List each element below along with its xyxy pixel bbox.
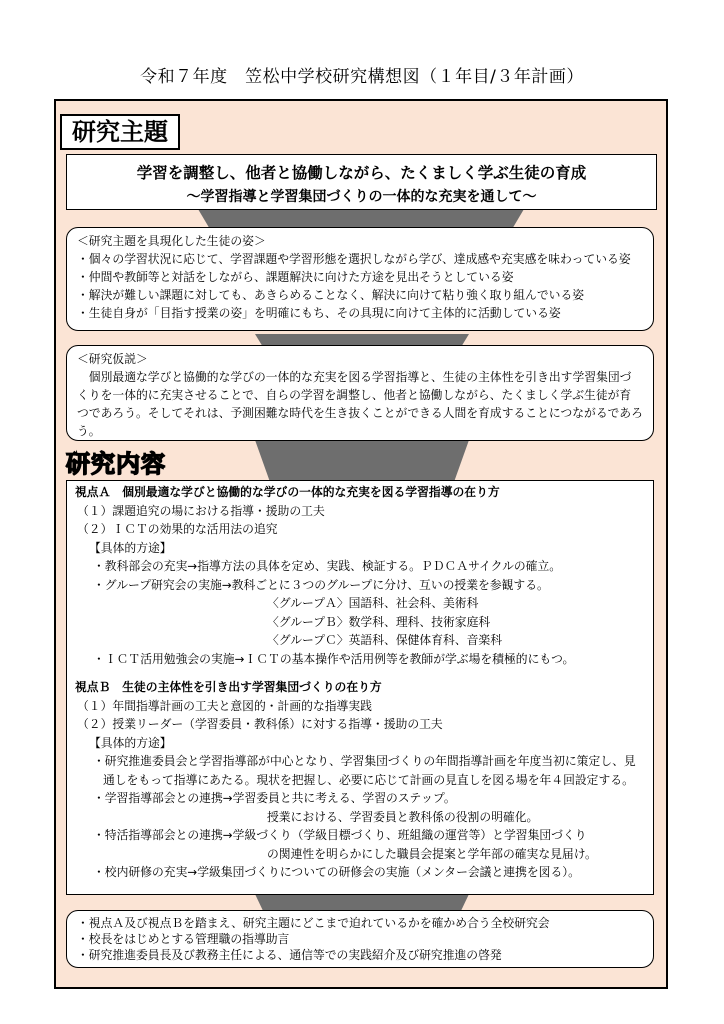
student-image-box — [66, 227, 654, 331]
research-theme-subtitle: ～学習指導と学習集団づくりの一体的な充実を通して～ — [186, 189, 537, 205]
list-item: （１）年間指導計画の工夫と意図的・計画的な指導実践 — [77, 698, 372, 713]
list-item: ・視点Ａ及び視点Ｂを踏まえ、研究主題にどこまで迫れているかを確かめ合う全校研究会 — [77, 916, 550, 930]
group-item: 〈グループＡ〉国語科、社会科、美術科 — [267, 596, 479, 610]
document-title: 令和７年度 笠松中学校研究構想図（１年目/３年計画） — [140, 67, 584, 87]
list-item-continuation: 授業における、学習委員と教科係の役割の明確化。 — [267, 809, 539, 824]
list-item: ・校長をはじめとする管理職の指導助言 — [77, 932, 290, 946]
list-item: （１）課題追究の場における指導・援助の工夫 — [77, 503, 325, 518]
research-theme-main: 学習を調整し、他者と協働しながら、たくましく学ぶ生徒の育成 — [136, 164, 587, 182]
hypothesis-text: 個別最適な学びと協働的な学びの一体的な充実を図る学習指導と、生徒の主体性を引き出す学習集団づくりを一体的に充実させることで、自らの学習を調整し、他者と協働しながら、たくましく学ぶ生徒が育つであろう。そしてそれは、予測困難な時代を生き抜くことができる人間を育成することにつながるであろう。 — [77, 370, 643, 438]
hypothesis-box — [66, 345, 654, 441]
list-item: ・校内研修の充実→学級集団づくりについての研修会の実施（メンター会議と連携を図る）。 — [93, 865, 580, 879]
methods-label: 【具体的方途】 — [89, 735, 172, 750]
list-item: ・グループ研究会の実施→教科ごとに３つのグループに分け、互いの授業を参観する。 — [93, 577, 549, 592]
list-item: （２）授業リーダー（学習委員・教科係）に対する指導・援助の工夫 — [77, 717, 443, 731]
research-content-box — [66, 480, 654, 895]
research-content-label: 研究内容 — [66, 450, 166, 478]
viewpoint-a-heading: 視点Ａ 個別最適な学びと協働的な学びの一体的な充実を図る学習指導の在り方 — [75, 485, 500, 499]
list-item: ・解決が難しい課題に対しても、あきらめることなく、解決に向けて粘り強く取り組んでいる姿 — [77, 288, 585, 302]
list-item: ・ＩＣＴ活用勉強会の実施→ＩＣＴの基本操作や活用例等を教師が学ぶ場を積極的にもつ。 — [93, 651, 575, 666]
list-item: ・教科部会の充実→指導方法の具体を定め、実践、検証する。ＰＤＣＡサイクルの確立。 — [93, 559, 562, 573]
evaluation-box — [66, 910, 654, 968]
list-item: ・特活指導部会との連携→学級づくり（学級目標づくり、班組織の運営等）と学習集団づくり — [93, 828, 587, 842]
funnel-connector — [255, 440, 469, 482]
research-theme-label: 研究主題 — [60, 114, 180, 150]
list-item: ・個々の学習状況に応じて、学習課題や学習形態を選択しながら学び、達成感や充実感を味わっている姿 — [77, 252, 631, 266]
list-item: （２）ＩＣＴの効果的な活用法の追究 — [77, 522, 278, 536]
student-image-list — [77, 250, 643, 322]
list-item: ・仲間や教師等と対話をしながら、課題解決に向けた方途を見出そうとしている姿 — [77, 270, 514, 284]
group-item: 〈グループＣ〉英語科、保健体育科、音楽科 — [267, 633, 502, 647]
student-image-heading: ＜研究主題を具現化した生徒の姿＞ — [77, 234, 266, 248]
hypothesis-heading: ＜研究仮説＞ — [77, 352, 148, 366]
list-item-continuation: の関連性を明らかにした職員会提案と学年部の確実な見届け。 — [267, 846, 597, 861]
list-item: ・生徒自身が「目指す授業の姿」を明確にもち、その具現に向けて主体的に活動している姿 — [77, 306, 561, 320]
viewpoint-b-heading: 視点Ｂ 生徒の主体性を引き出す学習集団づくりの在り方 — [75, 680, 382, 694]
list-item: ・研究推進委員会と学習指導部が中心となり、学習集団づくりの年間指導計画を年度当初に策定し、見通しをもって指導にあたる。現状を把握し、必要に応じて計画の見直しを図る場を年４回設定する。 — [93, 754, 636, 787]
evaluation-list — [77, 915, 643, 963]
group-item: 〈グループＢ〉数学科、理科、技術家庭科 — [267, 614, 491, 629]
research-theme-box — [66, 154, 657, 210]
list-item: ・学習指導部会との連携→学習委員と共に考える、学習のステップ。 — [93, 791, 456, 805]
list-item: ・研究推進委員長及び教務主任による、通信等での実践紹介及び研究推進の啓発 — [77, 948, 502, 962]
methods-label: 【具体的方途】 — [89, 540, 172, 555]
